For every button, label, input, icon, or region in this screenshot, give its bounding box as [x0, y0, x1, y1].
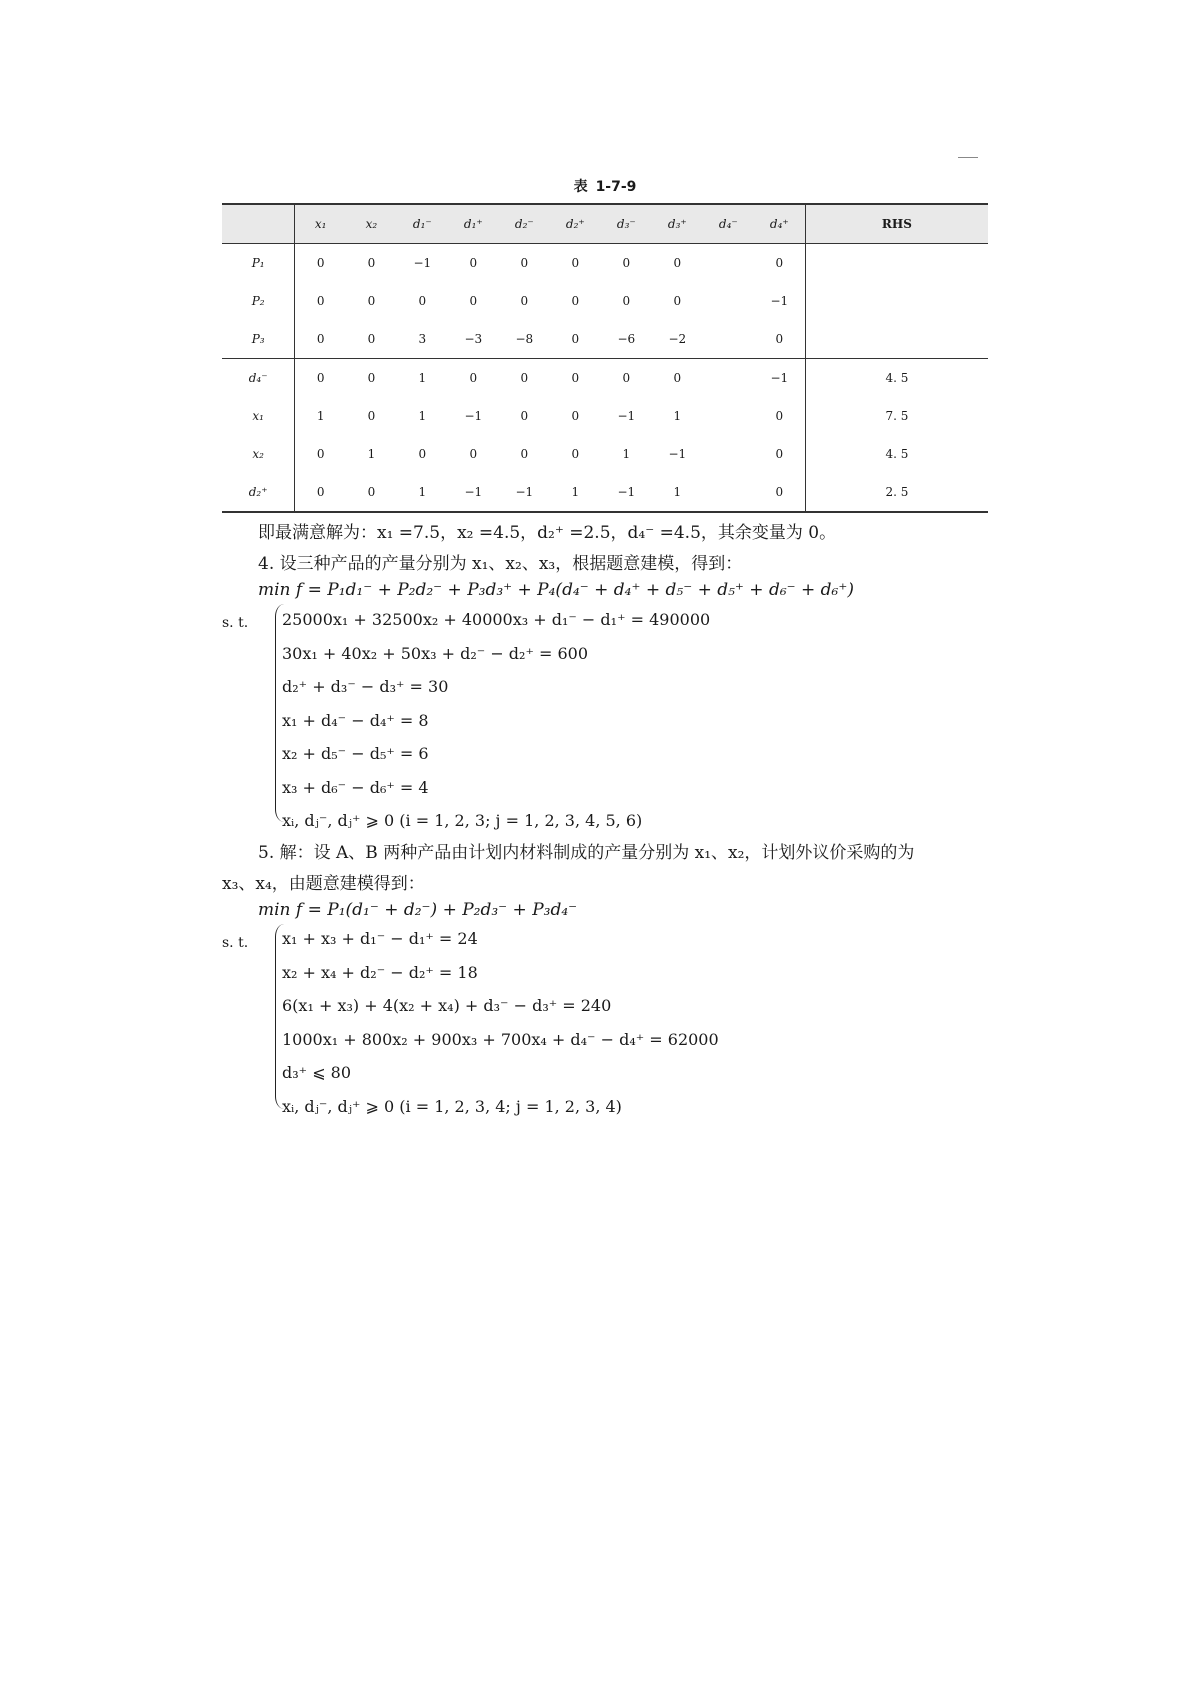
row-label: P₂ [251, 294, 265, 308]
col-header-rhs: RHS [805, 204, 988, 244]
row-label: P₃ [251, 332, 265, 346]
constraint-line: 25000x₁ + 32500x₂ + 40000x₃ + d₁⁻ − d₁⁺ = 490000 [282, 610, 711, 629]
table-cell: −1 [754, 359, 806, 398]
col-header: d₄⁻ [703, 204, 754, 244]
table-cell: 0 [550, 359, 601, 398]
row-label: x₁ [252, 409, 264, 423]
table-cell: −1 [448, 473, 499, 512]
table-caption-number: 1-7-9 [595, 179, 637, 195]
table-cell: 1 [622, 447, 631, 461]
table-cell: −1 [617, 409, 636, 423]
rhs-cell: 2. 5 [805, 473, 988, 512]
constraint-line: x₃ + d₆⁻ − d₆⁺ = 4 [282, 777, 429, 797]
problem5-objective: min f = P₁(d₁⁻ + d₂⁻) + P₂d₃⁻ + P₃d₄⁻ [258, 900, 578, 920]
table-cell: 0 [571, 332, 580, 346]
table-cell: 0 [652, 359, 703, 398]
table-cell: 0 [295, 359, 346, 398]
table-cell: 0 [775, 332, 784, 346]
constraint-line: x₂ + d₅⁻ − d₅⁺ = 6 [282, 744, 429, 763]
table-cell: 0 [520, 294, 529, 308]
solution-line: 即最满意解为：x₁ =7.5，x₂ =4.5，d₂⁺ =2.5，d₄⁻ =4.5，其余变量为 0。 [258, 523, 837, 543]
col-header: x₂ [346, 204, 397, 244]
table-cell: 1 [673, 409, 682, 423]
table-cell: 0 [775, 256, 784, 270]
table-cell: 0 [367, 409, 376, 423]
constraint-line: x₂ + x₄ + d₂⁻ − d₂⁺ = 18 [282, 962, 478, 982]
table-cell: 0 [499, 359, 550, 398]
table-cell: 1 [418, 409, 427, 423]
row-label: x₂ [252, 447, 264, 461]
table-cell: 0 [622, 294, 631, 308]
table-cell [703, 397, 754, 435]
table-header-row [222, 204, 988, 244]
constraint-line: 1000x₁ + 800x₂ + 900x₃ + 700x₄ + d₄⁻ − d₄⁺ = 62000 [282, 1029, 719, 1049]
row-label: P₁ [251, 256, 265, 270]
table-cell: 0 [571, 256, 580, 270]
table-cell: 3 [418, 332, 427, 346]
table-cell: 0 [775, 409, 784, 423]
table-cell: 0 [673, 294, 682, 308]
table-cell: 1 [652, 473, 703, 512]
rhs-cell [805, 320, 988, 359]
rhs-cell: 4. 5 [805, 435, 988, 473]
table-row [222, 244, 988, 283]
table-cell: 0 [601, 359, 652, 398]
table-caption-prefix: 表 [573, 179, 588, 195]
col-header: d₃⁻ [601, 204, 652, 244]
table-cell: 0 [571, 447, 580, 461]
row-label: d₄⁻ [222, 359, 295, 398]
table-cell: 0 [775, 447, 784, 461]
table-cell: −3 [464, 332, 483, 346]
table-cell: 0 [295, 473, 346, 512]
table-cell: 0 [571, 294, 580, 308]
table-cell: 0 [295, 244, 346, 283]
table-cell: −1 [499, 473, 550, 512]
table-cell: −6 [617, 332, 636, 346]
constraint-line: 6(x₁ + x₃) + 4(x₂ + x₄) + d₃⁻ − d₃⁺ = 240 [282, 996, 612, 1015]
table-cell [703, 473, 754, 512]
table-cell: 0 [295, 282, 346, 320]
table-cell: 0 [520, 447, 529, 461]
table-cell: 0 [469, 294, 478, 308]
table-cell: 0 [367, 256, 376, 270]
table-cell: 0 [622, 256, 631, 270]
st-label: s. t. [222, 935, 249, 951]
table-cell: 0 [469, 256, 478, 270]
constraint-line: 30x₁ + 40x₂ + 50x₃ + d₂⁻ − d₂⁺ = 600 [282, 643, 589, 663]
col-header: d₂⁻ [499, 204, 550, 244]
table-row [222, 359, 988, 398]
page-dash [958, 157, 978, 158]
col-header: x₁ [295, 204, 346, 244]
table-cell: −2 [668, 332, 687, 346]
table-cell [703, 320, 754, 359]
rhs-cell [805, 244, 988, 283]
table-cell: 1 [397, 359, 448, 398]
table-body [222, 244, 988, 513]
table-cell: −1 [464, 409, 483, 423]
table-cell: 1 [397, 473, 448, 512]
table-cell: 0 [571, 409, 580, 423]
table-cell [703, 435, 754, 473]
table-row [222, 435, 988, 473]
table-cell: 0 [520, 409, 529, 423]
st-label: s. t. [222, 615, 249, 631]
table-cell: 0 [754, 473, 806, 512]
table-cell: 0 [295, 435, 346, 473]
table-row [222, 320, 988, 359]
problem4-intro: 4. 设三种产品的产量分别为 x₁、x₂、x₃，根据题意建模，得到： [258, 554, 743, 574]
table-cell [703, 359, 754, 398]
row-label: d₂⁺ [222, 473, 295, 512]
constraint-line: x₁ + d₄⁻ − d₄⁺ = 8 [282, 710, 429, 730]
table-cell: 0 [295, 320, 346, 359]
table-cell: 0 [418, 294, 427, 308]
col-header: d₃⁺ [652, 204, 703, 244]
constraint-line: xᵢ, dⱼ⁻, dⱼ⁺ ⩾ 0 (i = 1, 2, 3, 4; j = 1, 2, 3, 4) [282, 1096, 622, 1116]
table-corner-cell [222, 204, 295, 244]
table-cell: −8 [515, 332, 534, 346]
table-cell: 0 [673, 256, 682, 270]
constraint-line: d₂⁺ + d₃⁻ − d₃⁺ = 30 [282, 677, 449, 696]
table-cell [703, 282, 754, 320]
rhs-cell: 7. 5 [805, 397, 988, 435]
table-row [222, 473, 988, 512]
col-header: d₁⁺ [448, 204, 499, 244]
table-caption [0, 176, 1191, 196]
constraint-line: d₃⁺ ⩽ 80 [282, 1063, 352, 1082]
table-cell: 0 [367, 294, 376, 308]
table-cell: 0 [448, 359, 499, 398]
table-row [222, 282, 988, 320]
col-header: d₄⁺ [754, 204, 806, 244]
problem4-objective: min f = P₁d₁⁻ + P₂d₂⁻ + P₃d₃⁺ + P₄(d₄⁻ + d₄⁺ + d₅⁻ + d₅⁺ + d₆⁻ + d₆⁺) [258, 580, 854, 600]
col-header: d₁⁻ [397, 204, 448, 244]
table-cell: 0 [418, 447, 427, 461]
table-cell [703, 244, 754, 283]
table-cell: 0 [367, 332, 376, 346]
table-cell: 1 [550, 473, 601, 512]
table-cell: 1 [367, 447, 376, 461]
table-cell: 0 [346, 473, 397, 512]
table-row [222, 397, 988, 435]
rhs-cell: 4. 5 [805, 359, 988, 398]
col-header: d₂⁺ [550, 204, 601, 244]
table-cell: −1 [668, 447, 687, 461]
problem5-intro-1: 5. 解：设 A、B 两种产品由计划内材料制成的产量分别为 x₁、x₂，计划外议价采购的为 [258, 843, 915, 863]
table-cell: −1 [601, 473, 652, 512]
table-cell: 0 [520, 256, 529, 270]
constraint-line: x₁ + x₃ + d₁⁻ − d₁⁺ = 24 [282, 929, 478, 948]
table-cell: −1 [413, 256, 432, 270]
rhs-cell [805, 282, 988, 320]
simplex-table [222, 203, 988, 513]
constraint-line: xᵢ, dⱼ⁻, dⱼ⁺ ⩾ 0 (i = 1, 2, 3; j = 1, 2, 3, 4, 5, 6) [282, 811, 643, 830]
table-cell: 1 [295, 397, 346, 435]
table-cell: 0 [469, 447, 478, 461]
table-cell: −1 [770, 294, 789, 308]
problem5-intro-2: x₃、x₄，由题意建模得到： [222, 874, 425, 894]
table-cell: 0 [346, 359, 397, 398]
